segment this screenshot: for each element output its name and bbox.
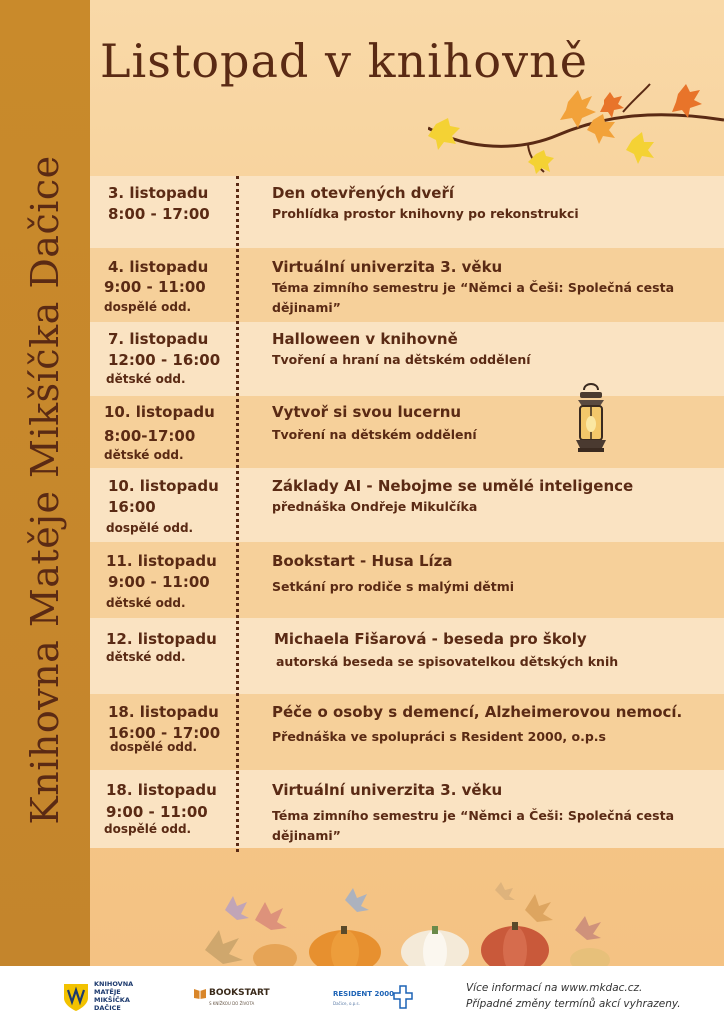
sidebar-title: Knihovna Matěje Mikšíčka Dačice	[23, 155, 67, 825]
event-time: 16:00 - 17:00	[108, 724, 221, 742]
event-time: 8:00-17:00	[104, 427, 196, 445]
event-date: 3. listopadu	[108, 184, 209, 202]
library-logo-line: MIKŠÍČKA	[94, 996, 130, 1004]
event-date: 4. listopadu	[108, 258, 209, 276]
event-dept: dětské odd.	[104, 448, 184, 462]
event-time: 8:00 - 17:00	[108, 205, 210, 223]
event-dept: dětské odd.	[106, 596, 186, 610]
event-title: Den otevřených dveří	[272, 184, 454, 202]
dotted-divider	[236, 176, 239, 852]
event-date: 7. listopadu	[108, 330, 209, 348]
event-desc: Téma zimního semestru je “Němci a Češi: Společná cesta	[272, 808, 675, 823]
autumn-branch-icon	[428, 80, 724, 176]
event-desc: autorská beseda se spisovatelkou dětských knih	[276, 654, 619, 669]
event-time: 12:00 - 16:00	[108, 351, 221, 369]
event-title: Virtuální univerzita 3. věku	[272, 781, 503, 799]
library-logo	[62, 978, 142, 1018]
library-logo-line: DAČICE	[94, 1004, 121, 1012]
event-title: Halloween v knihovně	[272, 330, 458, 348]
event-date: 10. listopadu	[104, 403, 215, 421]
resident-logo-sub: Dačice, o.p.s.	[333, 1001, 360, 1006]
sidebar-band	[0, 0, 90, 966]
event-desc: Přednáška ve spolupráci s Resident 2000, o.p.s	[272, 729, 606, 744]
library-logo-line: MATĚJE	[94, 988, 121, 996]
event-time: 9:00 - 11:00	[106, 803, 208, 821]
event-date: 10. listopadu	[108, 477, 219, 495]
event-date: 18. listopadu	[106, 781, 217, 799]
event-title: Michaela Fišarová - beseda pro školy	[274, 630, 587, 648]
event-desc: Tvoření a hraní na dětském oddělení	[272, 352, 531, 367]
bookstart-logo-sub: S KNÍŽKOU DO ŽIVOTA	[209, 1001, 255, 1006]
info-line: Více informací na www.mkdac.cz.	[466, 982, 643, 994]
event-desc: dějinami”	[272, 828, 341, 843]
footer	[0, 966, 724, 1024]
event-time: 16:00	[108, 498, 156, 516]
event-title: Virtuální univerzita 3. věku	[272, 258, 503, 276]
info-line: Případné změny termínů akcí vyhrazeny.	[466, 998, 681, 1010]
event-time: 9:00 - 11:00	[108, 573, 210, 591]
cross-icon	[393, 984, 413, 1010]
event-dept: dospělé odd.	[110, 740, 198, 754]
event-date: 11. listopadu	[106, 552, 217, 570]
event-dept: dětské odd.	[106, 650, 186, 664]
event-dept: dospělé odd.	[104, 822, 192, 836]
event-dept: dospělé odd.	[104, 300, 192, 314]
event-date: 12. listopadu	[106, 630, 217, 648]
event-desc: Setkání pro rodiče s malými dětmi	[272, 579, 515, 594]
event-title: Bookstart - Husa Líza	[272, 552, 453, 570]
bookstart-logo-text: BOOKSTART	[209, 988, 270, 998]
resident-logo	[333, 984, 413, 1014]
event-title: Péče o osoby s demencí, Alzheimerovou nemocí.	[272, 703, 683, 721]
library-shield-icon	[62, 982, 90, 1012]
book-icon	[193, 986, 207, 1000]
event-title: Základy AI - Nebojme se umělé inteligence	[272, 477, 634, 495]
page-title: Listopad v knihovně	[100, 34, 588, 88]
event-desc: Tvoření na dětském oddělení	[272, 427, 477, 442]
lantern-icon	[568, 380, 614, 470]
event-desc: přednáška Ondřeje Mikulčíka	[272, 499, 478, 514]
event-desc: Téma zimního semestru je “Němci a Češi: Společná cesta	[272, 280, 675, 295]
library-logo-line: KNIHOVNA	[94, 980, 134, 988]
pumpkins-leaves-icon	[195, 880, 615, 970]
event-desc: Prohlídka prostor knihovny po rekonstrukci	[272, 206, 579, 221]
event-dept: dětské odd.	[106, 372, 186, 386]
event-title: Vytvoř si svou lucernu	[272, 403, 462, 421]
bookstart-logo	[193, 984, 283, 1014]
event-dept: dospělé odd.	[106, 521, 194, 535]
event-time: 9:00 - 11:00	[104, 278, 206, 296]
event-desc: dějinami”	[272, 300, 341, 315]
resident-logo-text: RESIDENT 2000	[333, 990, 394, 998]
event-date: 18. listopadu	[108, 703, 219, 721]
